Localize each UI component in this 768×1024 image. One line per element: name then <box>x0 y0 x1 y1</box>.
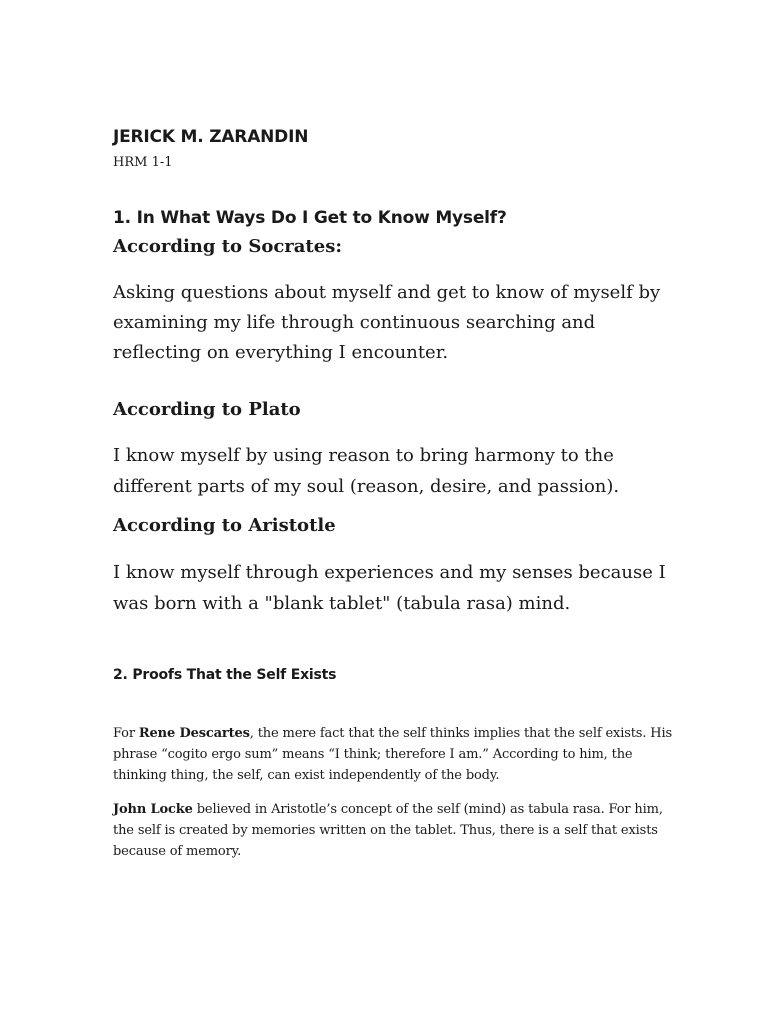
plato-heading: According to Plato <box>113 399 301 420</box>
aristotle-heading: According to Aristotle <box>113 515 336 536</box>
author-name: JERICK M. ZARANDIN <box>113 127 309 147</box>
locke-name: John Locke <box>113 802 193 817</box>
question-1-heading: 1. In What Ways Do I Get to Know Myself? <box>113 208 507 228</box>
question-2-heading: 2. Proofs That the Self Exists <box>113 667 337 683</box>
class-code: HRM 1-1 <box>113 155 173 170</box>
descartes-paragraph <box>113 723 673 786</box>
socrates-heading: According to Socrates: <box>113 236 342 257</box>
descartes-body: , the mere fact that the self thinks implies that the self exists. His phrase “cogito ergo sum” means “I think; therefore I am.” According to him, the thinking thing, the self, can exist independently of the body. <box>113 726 673 783</box>
socrates-paragraph: Asking questions about myself and get to know of myself by examining my life through continuous searching and reflecting on everything I encounter. <box>113 282 661 363</box>
descartes-name: Rene Descartes <box>138 726 250 741</box>
plato-paragraph: I know myself by using reason to bring harmony to the different parts of my soul (reason, desire, and passion). <box>113 445 620 497</box>
locke-body: believed in Aristotle’s concept of the self (mind) as tabula rasa. For him, the self is created by memories written on the tablet. Thus, there is a self that exists because of memory. <box>113 802 663 859</box>
aristotle-paragraph: I know myself through experiences and my senses because I was born with a "blank tablet" (tabula rasa) mind. <box>113 562 666 614</box>
locke-paragraph <box>113 799 673 862</box>
descartes-lead: For <box>113 726 139 741</box>
